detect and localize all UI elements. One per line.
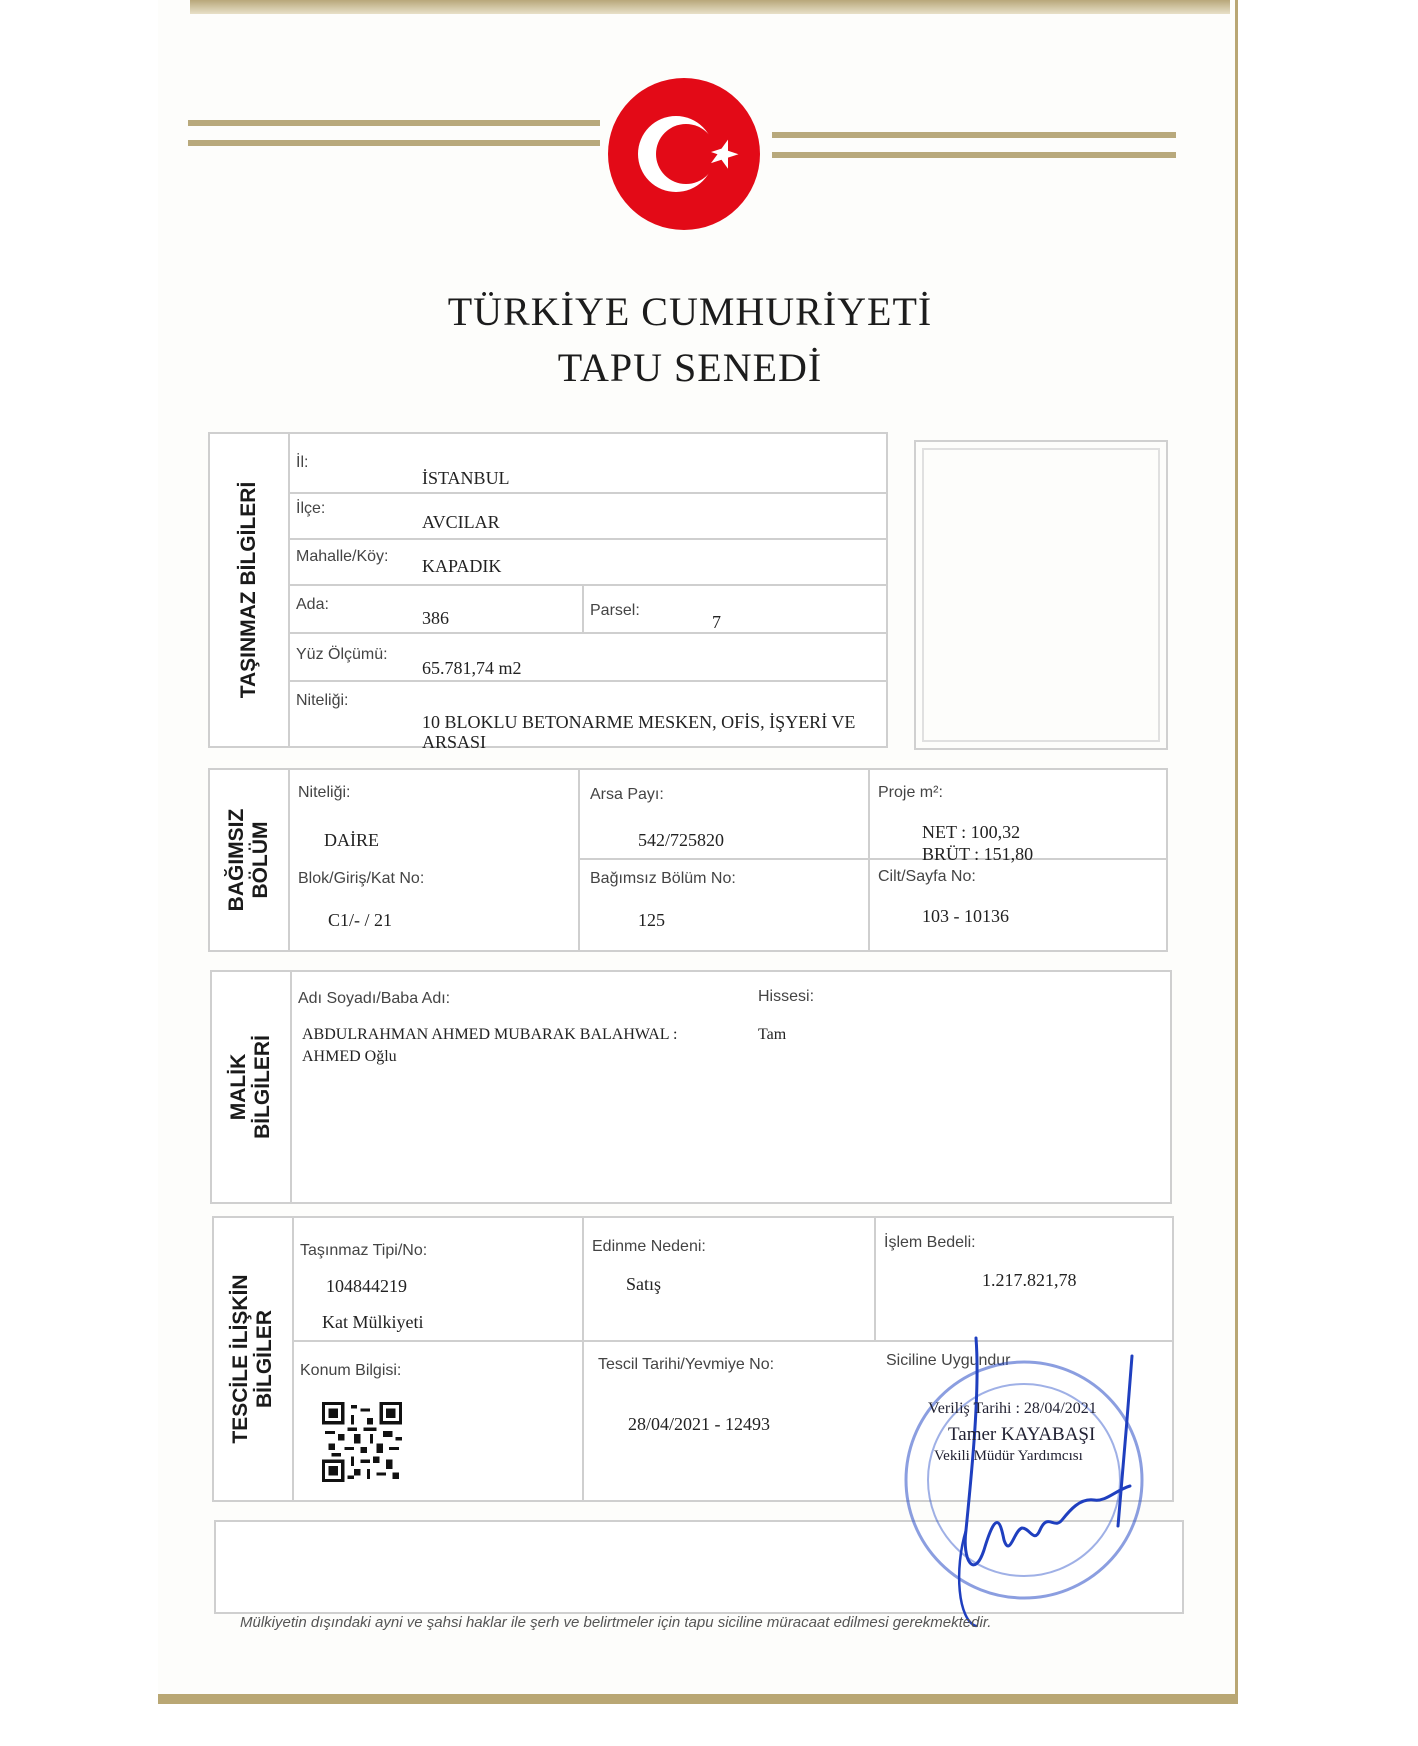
ada-label: Ada: <box>296 596 329 613</box>
cilt-sayfa-value: 103 - 10136 <box>922 906 1009 926</box>
footer-note: Mülkiyetin dışındaki ayni ve şahsi haklar ile şerh ve belirtmeler için tapu siciline müracaat edilmesi gerekmektedir. <box>240 1614 992 1631</box>
top-border-band <box>190 0 1230 14</box>
tasinmaz-tipi-label: Taşınmaz Tipi/No: <box>300 1242 428 1259</box>
tasinmaz-section-label: TAŞINMAZ BİLGİLERİ <box>210 434 290 746</box>
proje-net-value: NET : 100,32 <box>922 822 1021 842</box>
turkish-flag-emblem <box>608 78 760 230</box>
bagimsiz-niteligi-label: Niteliği: <box>298 784 351 801</box>
ada-value: 386 <box>422 608 449 628</box>
tasinmaz-section <box>208 432 888 752</box>
photo-frame <box>914 440 1168 750</box>
yuzolcumu-label: Yüz Ölçümü: <box>296 646 388 663</box>
bolum-no-label: Bağımsız Bölüm No: <box>590 870 736 887</box>
tasinmaz-no-value: 104844219 <box>326 1276 407 1296</box>
document-title: TÜRKİYE CUMHURİYETİ <box>447 289 933 334</box>
officer-title: Vekili Müdür Yardımcısı <box>934 1448 1083 1464</box>
tasinmaz-niteligi-label: Niteliği: <box>296 692 349 709</box>
hisse-value: Tam <box>758 1026 787 1043</box>
bagimsiz-bolum-section <box>208 768 1168 952</box>
blok-label: Blok/Giriş/Kat No: <box>298 870 425 887</box>
islem-bedeli-value: 1.217.821,78 <box>982 1270 1077 1290</box>
parsel-value: 7 <box>712 612 721 632</box>
proje-brut-value: BRÜT : 151,80 <box>922 844 1034 864</box>
arsa-payi-label: Arsa Payı: <box>590 786 664 803</box>
proje-label: Proje m²: <box>878 784 943 801</box>
official-stamp-signature <box>884 1330 1164 1630</box>
il-label: İl: <box>296 454 309 471</box>
ilce-label: İlçe: <box>296 500 326 517</box>
left-gold-rule <box>188 140 600 146</box>
right-gold-rule <box>772 132 1176 138</box>
owner-name: ABDULRAHMAN AHMED MUBARAK BALAHWAL : <box>302 1026 678 1043</box>
cilt-sayfa-label: Cilt/Sayfa No: <box>878 868 976 885</box>
islem-bedeli-label: İşlem Bedeli: <box>884 1234 976 1251</box>
left-gold-rule <box>188 120 600 126</box>
right-gold-rule <box>772 152 1176 158</box>
owner-father: AHMED Oğlu <box>302 1048 397 1065</box>
hissesi-label: Hissesi: <box>758 988 815 1005</box>
bolum-no-value: 125 <box>638 910 665 930</box>
bagimsiz-niteligi-value: DAİRE <box>324 830 379 850</box>
malik-section-label: MALİK BİLGİLERİ <box>212 972 292 1202</box>
tasinmaz-niteligi-value-line1: 10 BLOKLU BETONARME MESKEN, OFİS, İŞYERİ VE <box>422 712 856 732</box>
qr-code[interactable] <box>322 1402 402 1482</box>
tescil-tarihi-label: Tescil Tarihi/Yevmiye No: <box>598 1356 775 1373</box>
tescil-section-label: TESCİLE İLİŞKİN BİLGİLER <box>214 1218 294 1500</box>
bagimsiz-bolum-section-label: BAĞIMSIZ BÖLÜM <box>210 770 290 950</box>
verilis-tarihi: Veriliş Tarihi : 28/04/2021 <box>928 1400 1097 1417</box>
edinme-nedeni-label: Edinme Nedeni: <box>592 1238 706 1255</box>
yuzolcumu-value: 65.781,74 m2 <box>422 658 522 678</box>
tasinmaz-tipi-value: Kat Mülkiyeti <box>322 1312 424 1332</box>
malik-section <box>210 970 1172 1204</box>
mahalle-value: KAPADIK <box>422 556 502 576</box>
konum-bilgisi-label: Konum Bilgisi: <box>300 1362 402 1379</box>
ilce-value: AVCILAR <box>422 512 500 532</box>
blok-value: C1/- / 21 <box>328 910 393 930</box>
bottom-border-band <box>158 1694 1235 1704</box>
mahalle-label: Mahalle/Köy: <box>296 548 389 565</box>
arsa-payi-value: 542/725820 <box>638 830 725 850</box>
tasinmaz-niteligi-value-line2: ARSASI <box>422 732 487 752</box>
document-subtitle: TAPU SENEDİ <box>557 345 823 390</box>
parsel-label: Parsel: <box>590 602 640 619</box>
edinme-nedeni-value: Satış <box>626 1274 662 1294</box>
il-value: İSTANBUL <box>422 468 510 488</box>
sicil-label: Siciline Uygundur <box>886 1352 1011 1369</box>
adi-soyadi-label: Adı Soyadı/Baba Adı: <box>298 990 451 1007</box>
crescent-star-icon <box>608 78 760 230</box>
tescil-tarihi-value: 28/04/2021 - 12493 <box>628 1414 770 1434</box>
officer-name: Tamer KAYABAŞI <box>948 1424 1096 1445</box>
